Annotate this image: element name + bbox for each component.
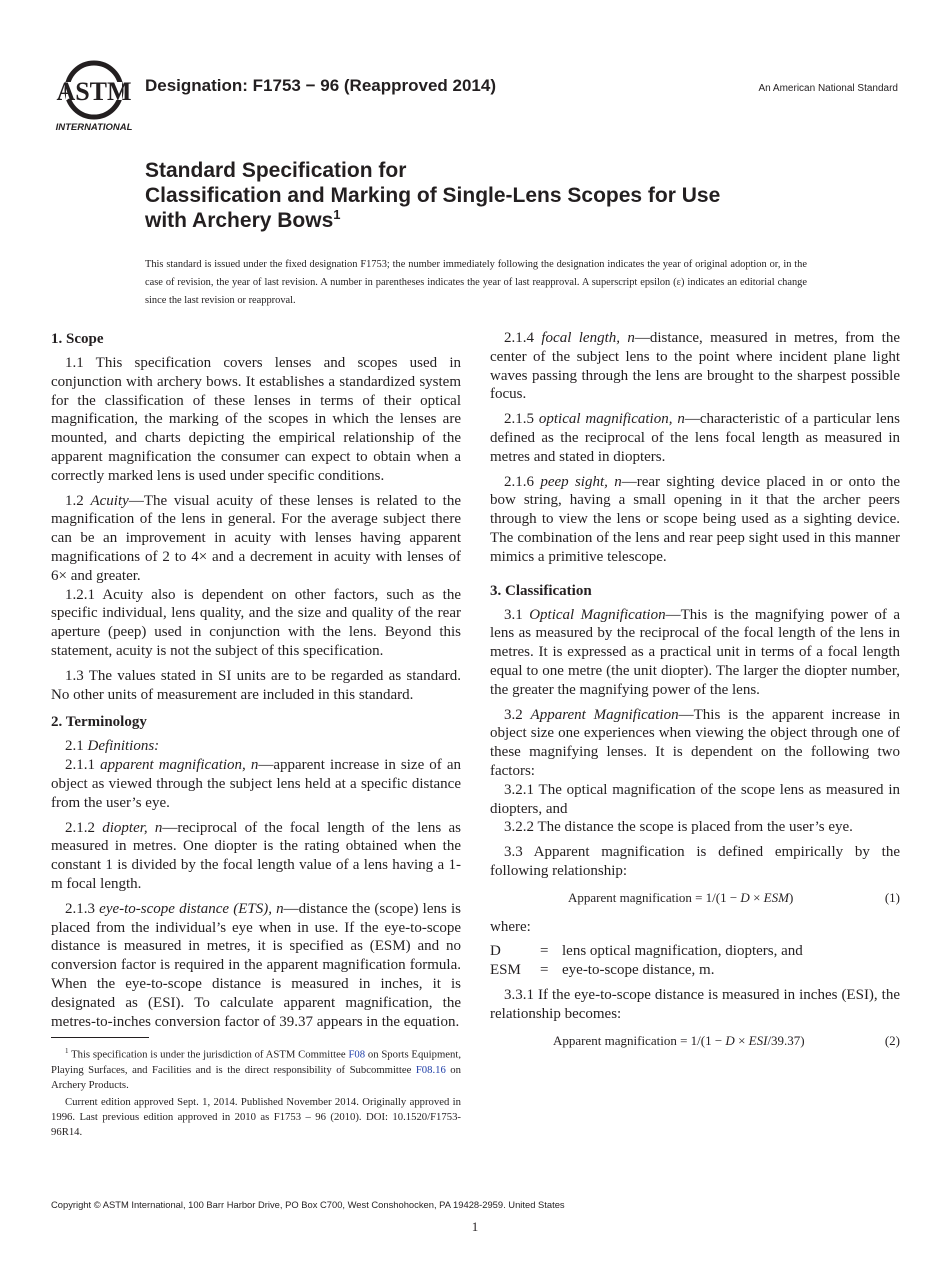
svg-text:ASTM: ASTM (56, 77, 132, 106)
paragraph-2-1-2: 2.1.2 diopter, n—reciprocal of the focal length of the lens as measured in metres. One diopter is the rating obtained when the constant 1 is divided by the focal length value of a lens having a 1-m focal length. (51, 819, 461, 892)
paragraph-1-2: 1.2 Acuity—The visual acuity of these lenses is related to the magnification of the lens in general. For the average subject there can be an improvement in acuity with lenses having apparent magnifications of 2 to 4× and a decrement in acuity with lenses of 6× and greater. (51, 492, 461, 584)
variable-definition: D = lens optical magnification, diopters, and (490, 943, 803, 960)
variable-definition: ESM = eye-to-scope distance, m. (490, 962, 715, 979)
equation-1: Apparent magnification = 1/(1 − D × ESM) (1) (490, 889, 900, 908)
committee-link[interactable]: F08 (348, 1048, 366, 1061)
paragraph-1-2-1: 1.2.1 Acuity also is dependent on other factors, such as the specific individual, lens quality, and the size and quality of the rear aperture (peep) used in conjunction with the lens. Beyond this statement, acuity is not the subject of this specification. (51, 586, 461, 659)
paragraph-2-1: 2.1 Definitions: (65, 738, 160, 755)
paragraph-3-1: 3.1 Optical Magnification—This is the magnifying power of a lens as measured by the reciprocal of the focal length of the lens in metres. It is expressed as a practical unit in terms of a focal length equal to one metre (the unit diopter). The larger the diopter number, the greater the magnifying power of the lens. (490, 606, 901, 698)
paragraph-2-1-4: 2.1.4 focal length, n—distance, measured in metres, from the center of the subject lens to the point where incident plane light waves passing through the lens are brought to the sharpest possible focus. (490, 330, 900, 403)
equation-1-number: (1) (884, 889, 900, 905)
left-column (51, 329, 461, 1037)
paragraph-3-2-1: 3.2.1 The optical magnification of the scope lens as measured in diopters, and (490, 781, 900, 817)
copyright: Copyright © ASTM International, 100 Barr Harbor Drive, PO Box C700, West Conshohocken, PA 19428-2959. United States (51, 1199, 565, 1210)
paragraph-2-1-3: 2.1.3 eye-to-scope distance (ETS), n—distance the (scope) lens is placed from the individual’s eye when in use. If the eye-to-scope distance is measured in metres, it is specified as (ESM) and no conversion factor is required in the apparent magnification formula. When the eye-to-scope distance is measured in inches, it is designated as (ESI). To calculate apparent magnification, the metres-to-inches conversion factor of 39.37 appears in the equation. (51, 900, 461, 1030)
equation-2: Apparent magnification = 1/(1 − D × ESI/39.37) (2) (490, 1032, 900, 1051)
section-heading-terminology: 2. Terminology (51, 714, 147, 731)
preamble: This standard is issued under the fixed designation F1753; the number immediately following the designation indicates the year of original adoption or, in the case of revision, the year of last revision. A number in parentheses indicates the year of last reapproval. A superscript epsilon (ε) indicates an editorial change since the last revision or reapproval. (145, 259, 807, 306)
logo-international: INTERNATIONAL (55, 122, 133, 133)
section-heading-scope: 1. Scope (51, 331, 104, 347)
designation: Designation: F1753 − 96 (Reapproved 2014) (145, 76, 496, 95)
title-footnote-mark: 1 (333, 207, 341, 222)
paragraph-3-3: 3.3 Apparent magnification is defined empirically by the following relationship: (490, 844, 900, 879)
paragraph-3-3-1: 3.3.1 If the eye-to-scope distance is measured in inches (ESI), the relationship becomes: (490, 986, 900, 1022)
footnote-edition: Current edition approved Sept. 1, 2014. Published November 2014. Originally approved in 1996. Last previous edition approved in 2010 as F1753 – 96 (2010). DOI: 10.1520/F1753-96R14. (51, 1095, 461, 1138)
where-label: where: (490, 918, 531, 935)
equation-2-number: (2) (884, 1032, 900, 1048)
paragraph-1-3: 1.3 The values stated in SI units are to be regarded as standard. No other units of measurement are included in this standard. (51, 667, 461, 703)
section-heading-classification: 3. Classification (490, 582, 592, 599)
paragraph-2-1-5: 2.1.5 optical magnification, n—characteristic of a particular lens defined as the reciprocal of the lens focal length as measured in metres and stated in diopters. (490, 411, 900, 465)
document-title (145, 158, 865, 233)
footnotes (51, 1044, 461, 1142)
paragraph-2-1-1: 2.1.1 apparent magnification, n—apparent increase in size of an object as viewed through the subject lens held at a specific distance from the user’s eye. (51, 757, 461, 811)
right-column (490, 329, 900, 1060)
paragraph-2-1-6: 2.1.6 peep sight, n—rear sighting device placed in or onto the bow string, having a small opening in it that the archer peers through to view the lens or scope being used as a sighting device. The combination of the lens and rear peep sight used in this manner mimics a primitive telescope. (490, 473, 900, 565)
astm-logo-graphic (52, 56, 136, 134)
paragraph-3-2: 3.2 Apparent Magnification—This is the apparent increase in object size one experiences when viewing the object through one of these magnifying lenses. It is dependent on the following two factors: (490, 706, 901, 779)
footnote-1: $^1$ This specification is under the jurisdiction of ASTM Committee F08 on Sports Equipment, Playing Surfaces, and Facilities and is the direct responsibility of Subcommittee F08.16 on Archery Products. (51, 1047, 461, 1091)
page-number: 1 (471, 1219, 479, 1234)
astm-logo (52, 56, 136, 134)
paragraph-1-1: 1.1 This specification covers lenses and scopes used in conjunction with archery bows. It establishes a standardized system for the classification of these lenses in terms of their optical magnification, the marking of the scopes in which the lenses are mounted, and charts depicting the empirical relationship of the apparent magnification the consumer can expect to obtain when a correctly marked lens is used under specific conditions. (51, 355, 461, 484)
subcommittee-link[interactable]: F08.16 (415, 1063, 446, 1076)
title-line-2: Classification and Marking of Single-Lens Scopes for Use (145, 184, 721, 207)
title-line-3: with Archery Bows$^1$ (145, 207, 341, 232)
footnote-divider (51, 1037, 149, 1038)
paragraph-3-2-2: 3.2.2 The distance the scope is placed from the user’s eye. (504, 819, 853, 836)
national-standard-label: An American National Standard (758, 83, 898, 94)
title-line-1: Standard Specification for (145, 159, 407, 182)
